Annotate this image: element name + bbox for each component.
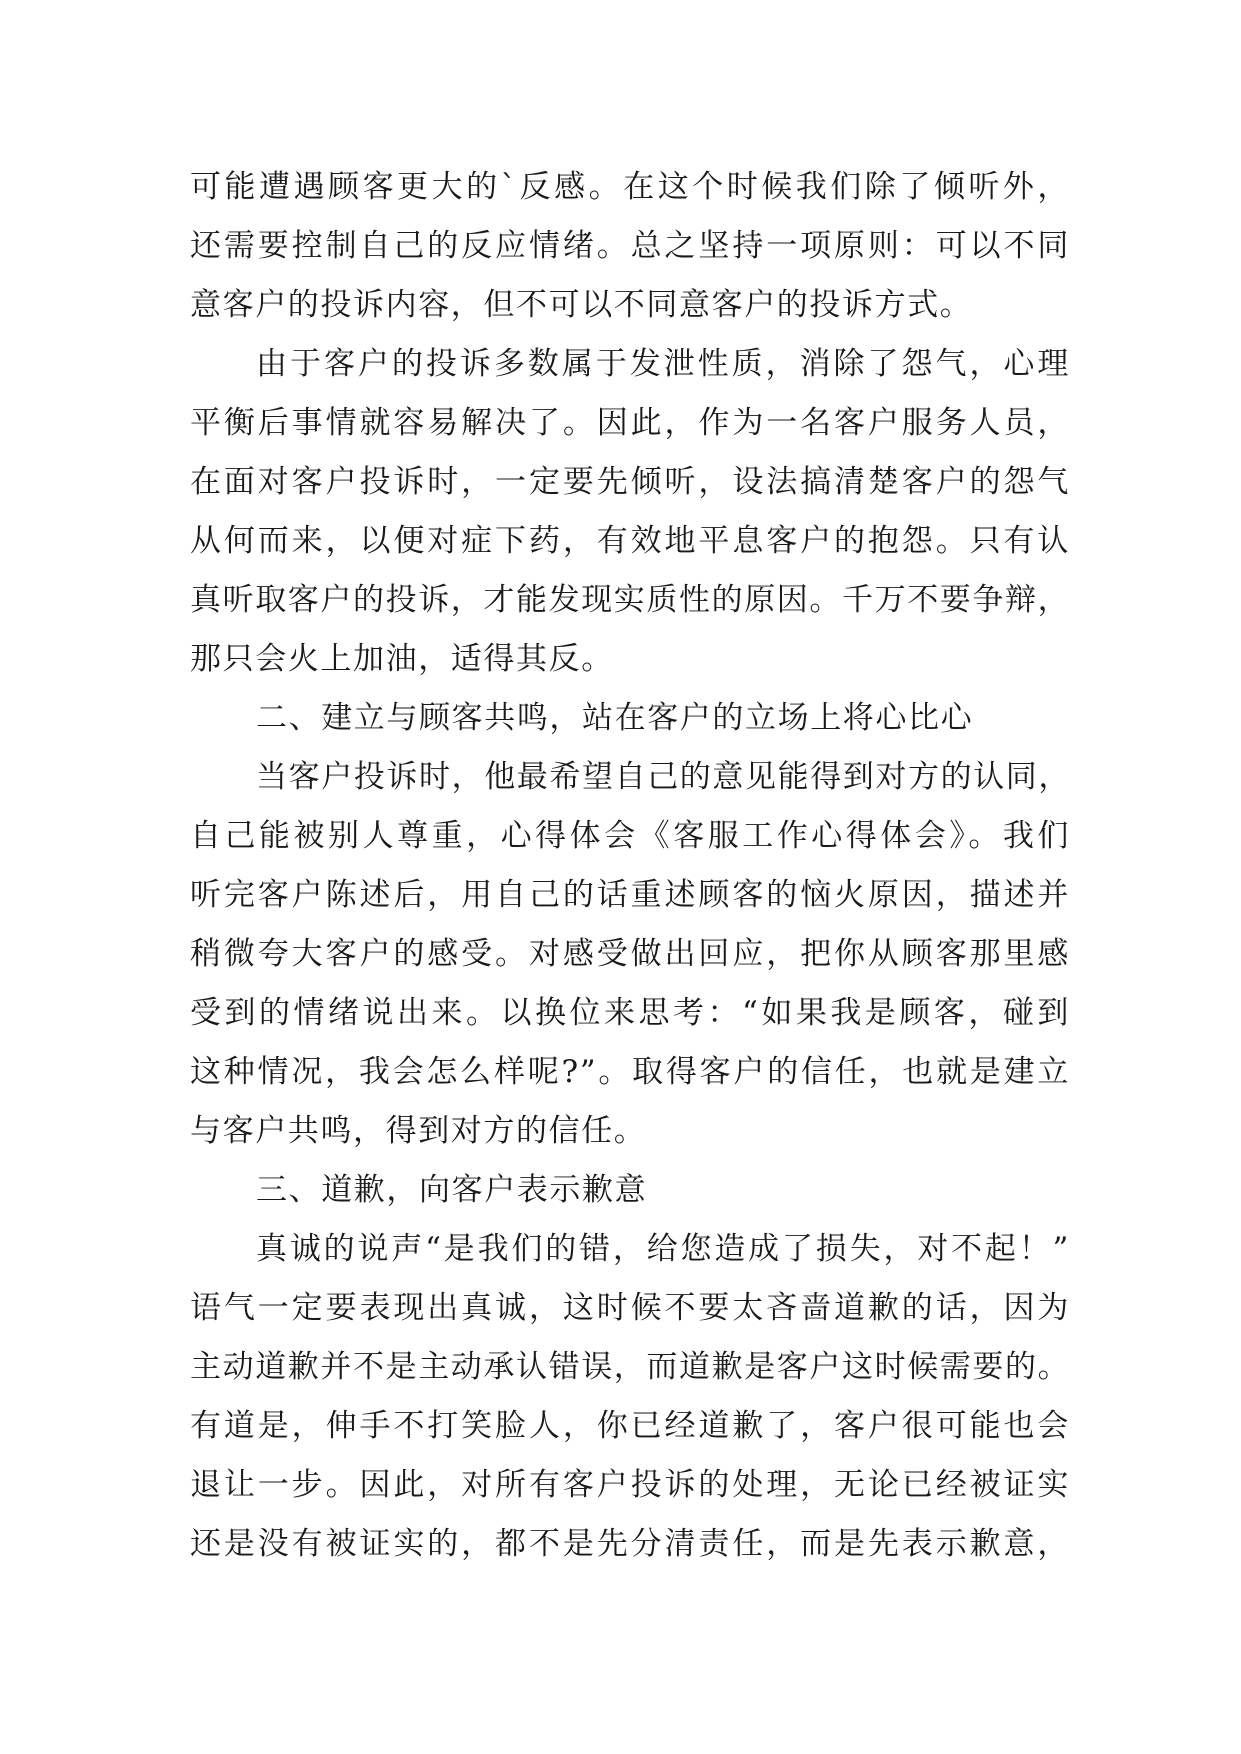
text-line: 在面对客户投诉时，一定要先倾听，设法搞清楚客户的怨气: [190, 464, 1070, 500]
text-line: 主动道歉并不是主动承认错误，而道歉是客户这时候需要的。: [190, 1349, 1071, 1385]
text-line: 当客户投诉时，他最希望自己的意见能得到对方的认同，: [256, 759, 1071, 795]
text-line: 听完客户陈述后，用自己的话重述顾客的恼火原因，描述并: [190, 877, 1070, 913]
text-line: 这种情况，我会怎么样呢?”。取得客户的信任，也就是建立: [190, 1054, 1070, 1090]
text-line: 自己能被别人尊重，心得体会《客服工作心得体会》。我们: [190, 818, 1070, 854]
text-line: 语气一定要表现出真诚，这时候不要太吝啬道歉的话，因为: [190, 1290, 1070, 1326]
text-line: 二、建立与顾客共鸣，站在客户的立场上将心比心: [256, 700, 974, 736]
text-line: 还需要控制自己的反应情绪。总之坚持一项原则：可以不同: [190, 228, 1070, 264]
text-line: 真诚的说声“是我们的错，给您造成了损失，对不起！”: [256, 1231, 1070, 1267]
text-line: 由于客户的投诉多数属于发泄性质，消除了怨气，心理: [256, 346, 1070, 382]
text-line: 平衡后事情就容易解决了。因此，作为一名客户服务人员，: [190, 405, 1070, 441]
text-line: 受到的情绪说出来。以换位来思考：“如果我是顾客，碰到: [190, 995, 1070, 1031]
text-line: 真听取客户的投诉，才能发现实质性的原因。千万不要争辩，: [190, 582, 1071, 618]
text-line: 稍微夸大客户的感受。对感受做出回应，把你从顾客那里感: [190, 936, 1070, 972]
body-text: [190, 158, 1070, 1574]
text-line: 与客户共鸣，得到对方的信任。: [190, 1113, 647, 1149]
text-line: 从何而来，以便对症下药，有效地平息客户的抱怨。只有认: [190, 523, 1070, 559]
text-line: 有道是，伸手不打笑脸人，你已经道歉了，客户很可能也会: [190, 1408, 1070, 1444]
text-line: 可能遭遇顾客更大的`反感。在这个时候我们除了倾听外，: [190, 169, 1070, 205]
text-line: 还是没有被证实的，都不是先分清责任，而是先表示歉意，: [190, 1526, 1070, 1562]
text-line: 三、道歉，向客户表示歉意: [256, 1172, 648, 1208]
text-line: 意客户的投诉内容，但不可以不同意客户的投诉方式。: [190, 287, 973, 323]
text-line: 退让一步。因此，对所有客户投诉的处理，无论已经被证实: [190, 1467, 1070, 1503]
text-line: 那只会火上加油，适得其反。: [190, 641, 614, 677]
